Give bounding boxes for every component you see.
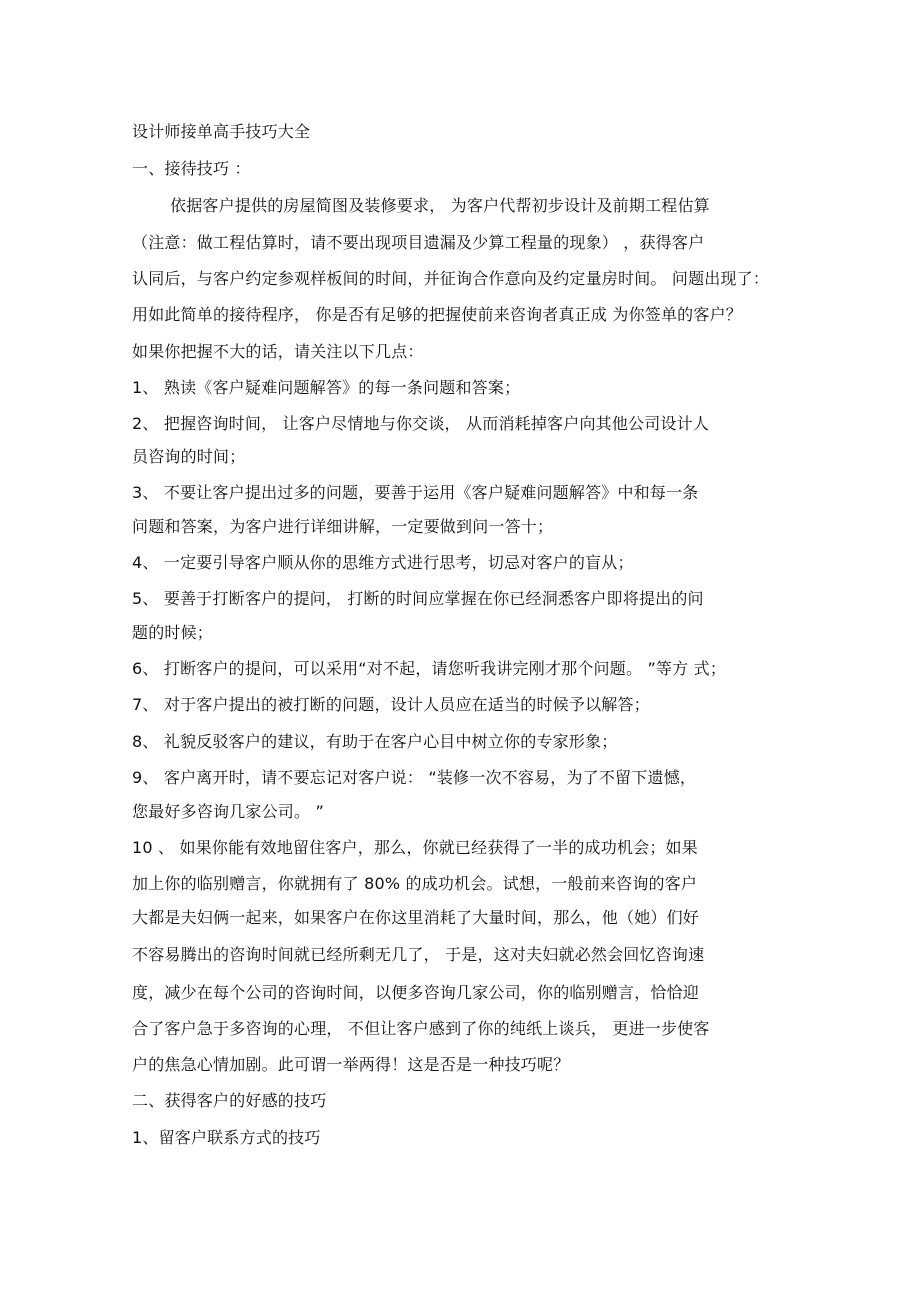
tip-line: 7、 对于客户提出的被打断的问题，设计人员应在适当的时候予以解答； — [132, 695, 650, 714]
tip-line: 8、 礼貌反驳客户的建议，有助于在客户心目中树立你的专家形象； — [132, 732, 618, 751]
tip-line: 问题和答案，为客户进行详细讲解，一定要做到问一答十； — [132, 517, 554, 536]
section-heading-reception: 一、接待技巧 ： — [132, 159, 251, 178]
tip-line: 3、 不要让客户提出过多的问题，要善于运用《客户疑难问题解答》中和每一条 — [132, 483, 699, 502]
tip-line: 9、 客户离开时，请不要忘记对客户说： “装修一次不容易，为了不留下遗憾， — [132, 768, 697, 787]
paragraph-line: 认同后，与客户约定参观样板间的时间，并征询合作意向及约定量房时间。 问题出现了： — [132, 269, 770, 288]
tip-line: 您最好多咨询几家公司。 ” — [132, 802, 324, 821]
paragraph-line: （注意：做工程估算时，请不要出现项目遗漏及少算工程量的现象） ，获得客户 — [132, 233, 705, 252]
paragraph-line: 如果你把握不大的话，请关注以下几点： — [132, 342, 424, 361]
tip-line: 合了客户急于多咨询的心理， 不但让客户感到了你的纯纸上谈兵， 更进一步使客 — [132, 1019, 710, 1038]
document-title: 设计师接单高手技巧大全 — [132, 122, 311, 141]
tip-line: 10 、 如果你能有效地留住客户，那么，你就已经获得了一半的成功机会；如果 — [132, 838, 698, 857]
tip-line: 员咨询的时间； — [132, 447, 246, 466]
paragraph-line: 用如此简单的接待程序， 你是否有足够的把握使前来咨询者真正成 为你签单的客户？ — [132, 305, 742, 324]
tip-line: 题的时候； — [132, 623, 214, 642]
tip-line: 1、 熟读《客户疑难问题解答》的每一条问题和答案； — [132, 378, 521, 397]
tip-line: 6、 打断客户的提问，可以采用“对不起，请您听我讲完刚才那个问题。 ”等方 式； — [132, 659, 727, 678]
section-heading-goodwill: 二、获得客户的好感的技巧 — [132, 1091, 327, 1110]
subsection-heading-contact: 1、留客户联系方式的技巧 — [132, 1128, 321, 1147]
tip-line: 5、 要善于打断客户的提问， 打断的时间应掌握在你已经洞悉客户即将提出的问 — [132, 589, 704, 608]
tip-line: 户的焦急心情加剧。此可谓一举两得！这是否是一种技巧呢？ — [132, 1055, 570, 1074]
tip-line: 4、 一定要引导客户顺从你的思维方式进行思考，切忌对客户的盲从； — [132, 553, 634, 572]
tip-line: 加上你的临别赠言，你就拥有了 80% 的成功机会。试想，一般前来咨询的客户 — [132, 874, 698, 893]
tip-line: 2、 把握咨询时间， 让客户尽情地与你交谈， 从而消耗掉客户向其他公司设计人 — [132, 414, 710, 433]
tip-line: 不容易腾出的咨询时间就已经所剩无几了， 于是，这对夫妇就必然会回忆咨询速 — [132, 945, 705, 964]
tip-line: 大都是夫妇俩一起来，如果客户在你这里消耗了大量时间，那么，他（她）们好 — [132, 908, 700, 927]
paragraph-line: 依据客户提供的房屋简图及装修要求， 为客户代帮初步设计及前期工程估算 — [170, 196, 710, 215]
tip-line: 度，减少在每个公司的咨询时间，以便多咨询几家公司，你的临别赠言，恰恰迎 — [132, 983, 700, 1002]
